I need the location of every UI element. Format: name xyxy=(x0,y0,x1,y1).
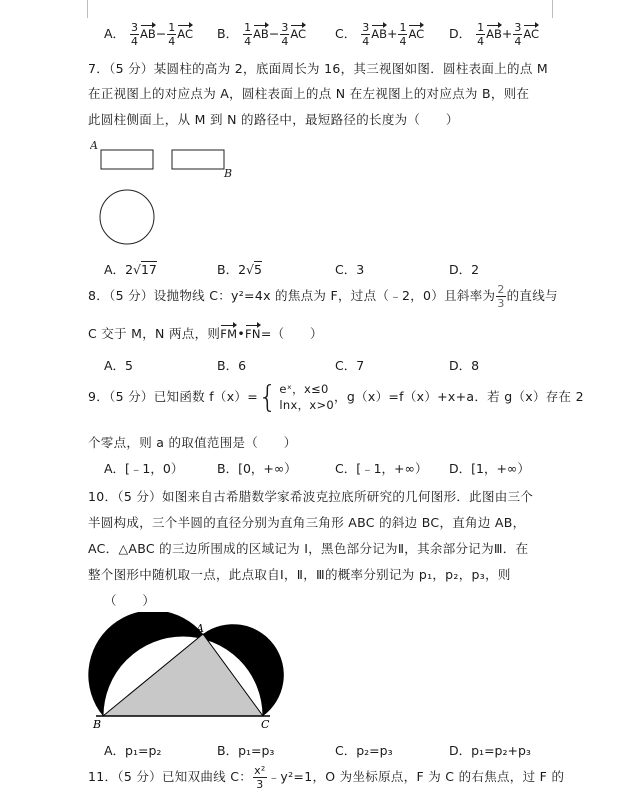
sqrt-icon: √ xyxy=(246,262,254,277)
fraction: $\frac{1}{4}$ xyxy=(244,21,252,48)
q9-option-d[interactable]: D．[1，+∞） xyxy=(449,461,530,476)
vector: AC xyxy=(408,24,424,41)
label-a: A xyxy=(196,622,204,635)
right-margin-mark xyxy=(552,0,553,18)
hyperbola-fraction: $\frac{\text{x²}}{3}$ xyxy=(254,764,266,791)
label-a: A xyxy=(90,139,98,152)
q7-option-b[interactable]: B．2√5 xyxy=(217,262,262,277)
q10-option-b[interactable]: B．p₁=p₃ xyxy=(217,743,275,758)
fraction: $\frac{1}{4}$ xyxy=(477,21,485,48)
vector: AB xyxy=(371,24,387,41)
vector: AB xyxy=(140,24,156,41)
q9-line-1: 9．（5 分）已知函数 f（x）= { eˣ，x≤0 lnx，x>0 ，g（x）=f（x）+x+a．若 g（x）存在 2 xyxy=(88,379,584,415)
q8-line-2: C 交于 M，N 两点，则FM•FN=（ ） xyxy=(88,326,323,341)
three-view-figure xyxy=(90,138,250,250)
fraction: $\frac{3}{4}$ xyxy=(514,21,522,48)
side-view-rect xyxy=(172,150,224,169)
fraction: $\frac{1}{4}$ xyxy=(168,21,176,48)
q7-line-2: 在正视图上的对应点为 A，圆柱表面上的点 N 在左视图上的对应点为 B，则在 xyxy=(88,86,530,101)
q6-option-d[interactable]: D． $\frac{1}{4}$ AB+ $\frac{3}{4}$ AC xyxy=(449,21,540,48)
label-b: B xyxy=(93,718,102,731)
q6-option-b[interactable]: B． $\frac{1}{4}$ AB− $\frac{3}{4}$ AC xyxy=(217,21,307,48)
fraction: $\frac{3}{4}$ xyxy=(281,21,289,48)
vector-fm: FM xyxy=(220,324,237,341)
q9-line-2: 个零点，则 a 的取值范围是（ ） xyxy=(88,435,297,450)
q9-option-c[interactable]: C．[﹣1，+∞） xyxy=(335,461,428,476)
q6-option-c[interactable]: C． $\frac{3}{4}$ AB+ $\frac{1}{4}$ AC xyxy=(335,21,425,48)
q6-option-a[interactable]: A． $\frac{3}{4}$ AB− $\frac{1}{4}$ AC xyxy=(104,21,193,48)
q9-option-a[interactable]: A．[﹣1，0） xyxy=(104,461,184,476)
q8-option-d[interactable]: D．8 xyxy=(449,358,480,373)
q7-line-1: 7．（5 分）某圆柱的高为 2，底面周长为 16，其三视图如图．圆柱表面上的点 M xyxy=(88,61,548,76)
q8-option-a[interactable]: A．5 xyxy=(104,358,134,373)
q8-option-c[interactable]: C．7 xyxy=(335,358,365,373)
q10-option-d[interactable]: D．p₁=p₂+p₃ xyxy=(449,743,531,758)
top-view-circle xyxy=(100,190,154,244)
q7-option-a[interactable]: A．2√17 xyxy=(104,262,157,277)
q8-line-1: 8．（5 分）设抛物线 C：y²=4x 的焦点为 F，过点（﹣2，0）且斜率为 $\frac{2}{3}$ 的直线与 xyxy=(88,283,558,310)
label-c: C xyxy=(261,718,270,731)
front-view-rect xyxy=(101,150,153,169)
vector-fn: FN xyxy=(245,324,261,341)
label-b: B xyxy=(224,167,233,180)
q9-option-b[interactable]: B．[0，+∞） xyxy=(217,461,297,476)
q10-line-1: 10．（5 分）如图来自古希腊数学家希波克拉底所研究的几何图形．此图由三个 xyxy=(88,489,534,504)
q10-line-3: AC．△ABC 的三边所围成的区域记为 I，黑色部分记为Ⅱ，其余部分记为Ⅲ．在 xyxy=(88,541,529,556)
piecewise-function: { eˣ，x≤0 lnx，x>0 xyxy=(257,379,335,415)
q7-option-d[interactable]: D．2 xyxy=(449,262,480,277)
q10-line-2: 半圆构成，三个半圆的直径分别为直角三角形 ABC 的斜边 BC，直角边 AB， xyxy=(88,515,526,530)
fraction: $\frac{1}{4}$ xyxy=(399,21,407,48)
vector: AC xyxy=(290,24,306,41)
q11-line-1: 11．（5 分）已知双曲线 C： $\frac{\text{x²}}{3}$ ﹣y²=1，O 为坐标原点，F 为 C 的右焦点，过 F 的 xyxy=(88,764,565,791)
q10-option-a[interactable]: A．p₁=p₂ xyxy=(104,743,162,758)
q7-option-c[interactable]: C．3 xyxy=(335,262,365,277)
vector: AC xyxy=(523,24,539,41)
q8-option-b[interactable]: B．6 xyxy=(217,358,247,373)
left-brace-icon: { xyxy=(257,379,278,415)
fraction: $\frac{3}{4}$ xyxy=(362,21,370,48)
left-margin-mark xyxy=(87,0,88,18)
hippocrates-lunes-figure xyxy=(84,612,304,732)
vector: AB xyxy=(253,24,269,41)
vector: AC xyxy=(177,24,193,41)
q7-line-3: 此圆柱侧面上，从 M 到 N 的路径中，最短路径的长度为（ ） xyxy=(88,112,459,127)
q10-line-5: （ ） xyxy=(104,593,156,608)
slope-fraction: $\frac{2}{3}$ xyxy=(497,283,505,310)
sqrt-icon: √ xyxy=(133,262,141,277)
q10-line-4: 整个图形中随机取一点，此点取自Ⅰ，Ⅱ，Ⅲ的概率分别记为 p₁，p₂，p₃，则 xyxy=(88,567,511,582)
q10-option-c[interactable]: C．p₂=p₃ xyxy=(335,743,393,758)
fraction: $\frac{3}{4}$ xyxy=(131,21,139,48)
vector: AB xyxy=(486,24,502,41)
